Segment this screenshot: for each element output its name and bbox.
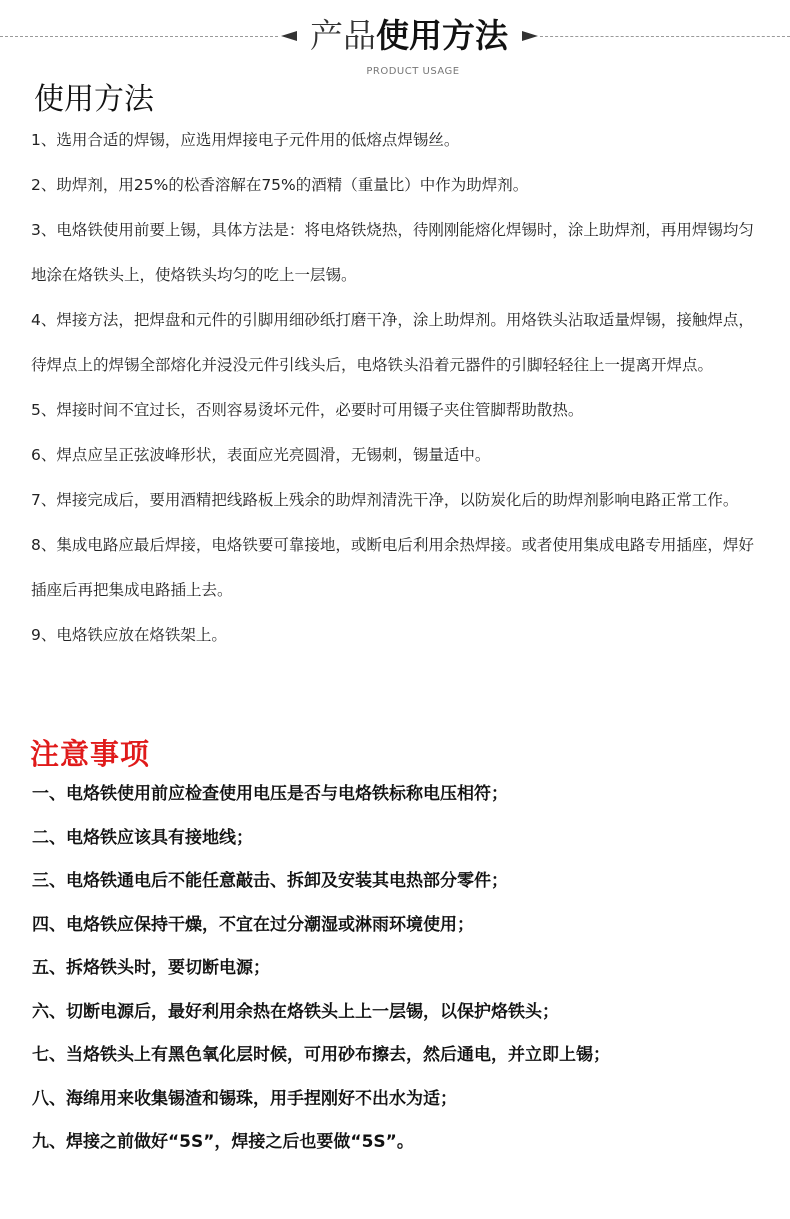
header-divider-left: [0, 36, 278, 37]
usage-section-title: 使用方法: [34, 82, 154, 117]
usage-item-4: 4、焊接方法，把焊盘和元件的引脚用细砂纸打磨干净，涂上助焊剂。用烙铁头沾取适量焊锡，接触焊点，待焊点上的焊锡全部熔化并浸没元件引线头后，电烙铁头沿着元器件的引脚轻轻往上一提离开焊点。: [31, 311, 754, 374]
notice-item-6: 六、切断电源后，最好利用余热在烙铁头上上一层锡，以保护烙铁头；: [32, 1001, 559, 1022]
notice-item-5: 五、拆烙铁头时，要切断电源；: [32, 958, 270, 978]
usage-item-1: 1、选用合适的焊锡，应选用焊接电子元件用的低熔点焊锡丝。: [31, 131, 460, 149]
notice-item-1: 一、电烙铁使用前应检查使用电压是否与电烙铁标称电压相符；: [32, 784, 508, 804]
page-subtitle: PRODUCT USAGE: [366, 66, 460, 77]
notice-item-3: 三、电烙铁通电后不能任意敲击、拆卸及安装其电热部分零件；: [32, 871, 508, 891]
usage-item-8: 8、集成电路应最后焊接，电烙铁要可靠接地，或断电后利用余热焊接。或者使用集成电路专用插座，焊好插座后再把集成电路插上去。: [31, 536, 754, 599]
usage-item-2: 2、助焊剂，用25%的松香溶解在75%的酒精（重量比）中作为助焊剂。: [31, 176, 529, 194]
notice-section-title: 注意事项: [30, 737, 151, 771]
right-arrow-icon: [522, 31, 538, 41]
usage-list: [31, 118, 767, 658]
notice-item-8: 八、海绵用来收集锡渣和锡珠，用手捏刚好不出水为适；: [32, 1088, 457, 1109]
usage-item-3: 3、电烙铁使用前要上锡，具体方法是：将电烙铁烧热，待刚刚能熔化焊锡时，涂上助焊剂，再用焊锡均匀地涂在烙铁头上，使烙铁头均匀的吃上一层锡。: [31, 221, 754, 284]
header-divider-right: [540, 36, 790, 37]
notice-item-4: 四、电烙铁应保持干燥，不宜在过分潮湿或淋雨环境使用；: [32, 914, 474, 935]
page-title: [298, 14, 520, 58]
notice-item-2: 二、电烙铁应该具有接地线；: [32, 827, 253, 848]
usage-item-6: 6、焊点应呈正弦波峰形状，表面应光亮圆滑，无锡刺，锡量适中。: [31, 446, 491, 464]
page-header: [0, 0, 790, 82]
usage-item-5: 5、焊接时间不宜过长，否则容易烫坏元件，必要时可用镊子夹住管脚帮助散热。: [31, 401, 584, 419]
notice-item-9: 九、焊接之前做好“5S”，焊接之后也要做“5S”。: [32, 1132, 414, 1152]
notice-list: [32, 773, 772, 1165]
page-title-light: 产品: [310, 16, 376, 55]
notice-item-7: 七、当烙铁头上有黑色氧化层时候，可用砂布擦去，然后通电，并立即上锡；: [32, 1045, 610, 1065]
page-title-bold: 使用方法: [376, 16, 508, 55]
usage-item-7: 7、焊接完成后，要用酒精把线路板上残余的助焊剂清洗干净，以防炭化后的助焊剂影响电路正常工作。: [31, 491, 739, 509]
usage-item-9: 9、电烙铁应放在烙铁架上。: [31, 626, 227, 644]
left-arrow-icon: [281, 31, 297, 41]
